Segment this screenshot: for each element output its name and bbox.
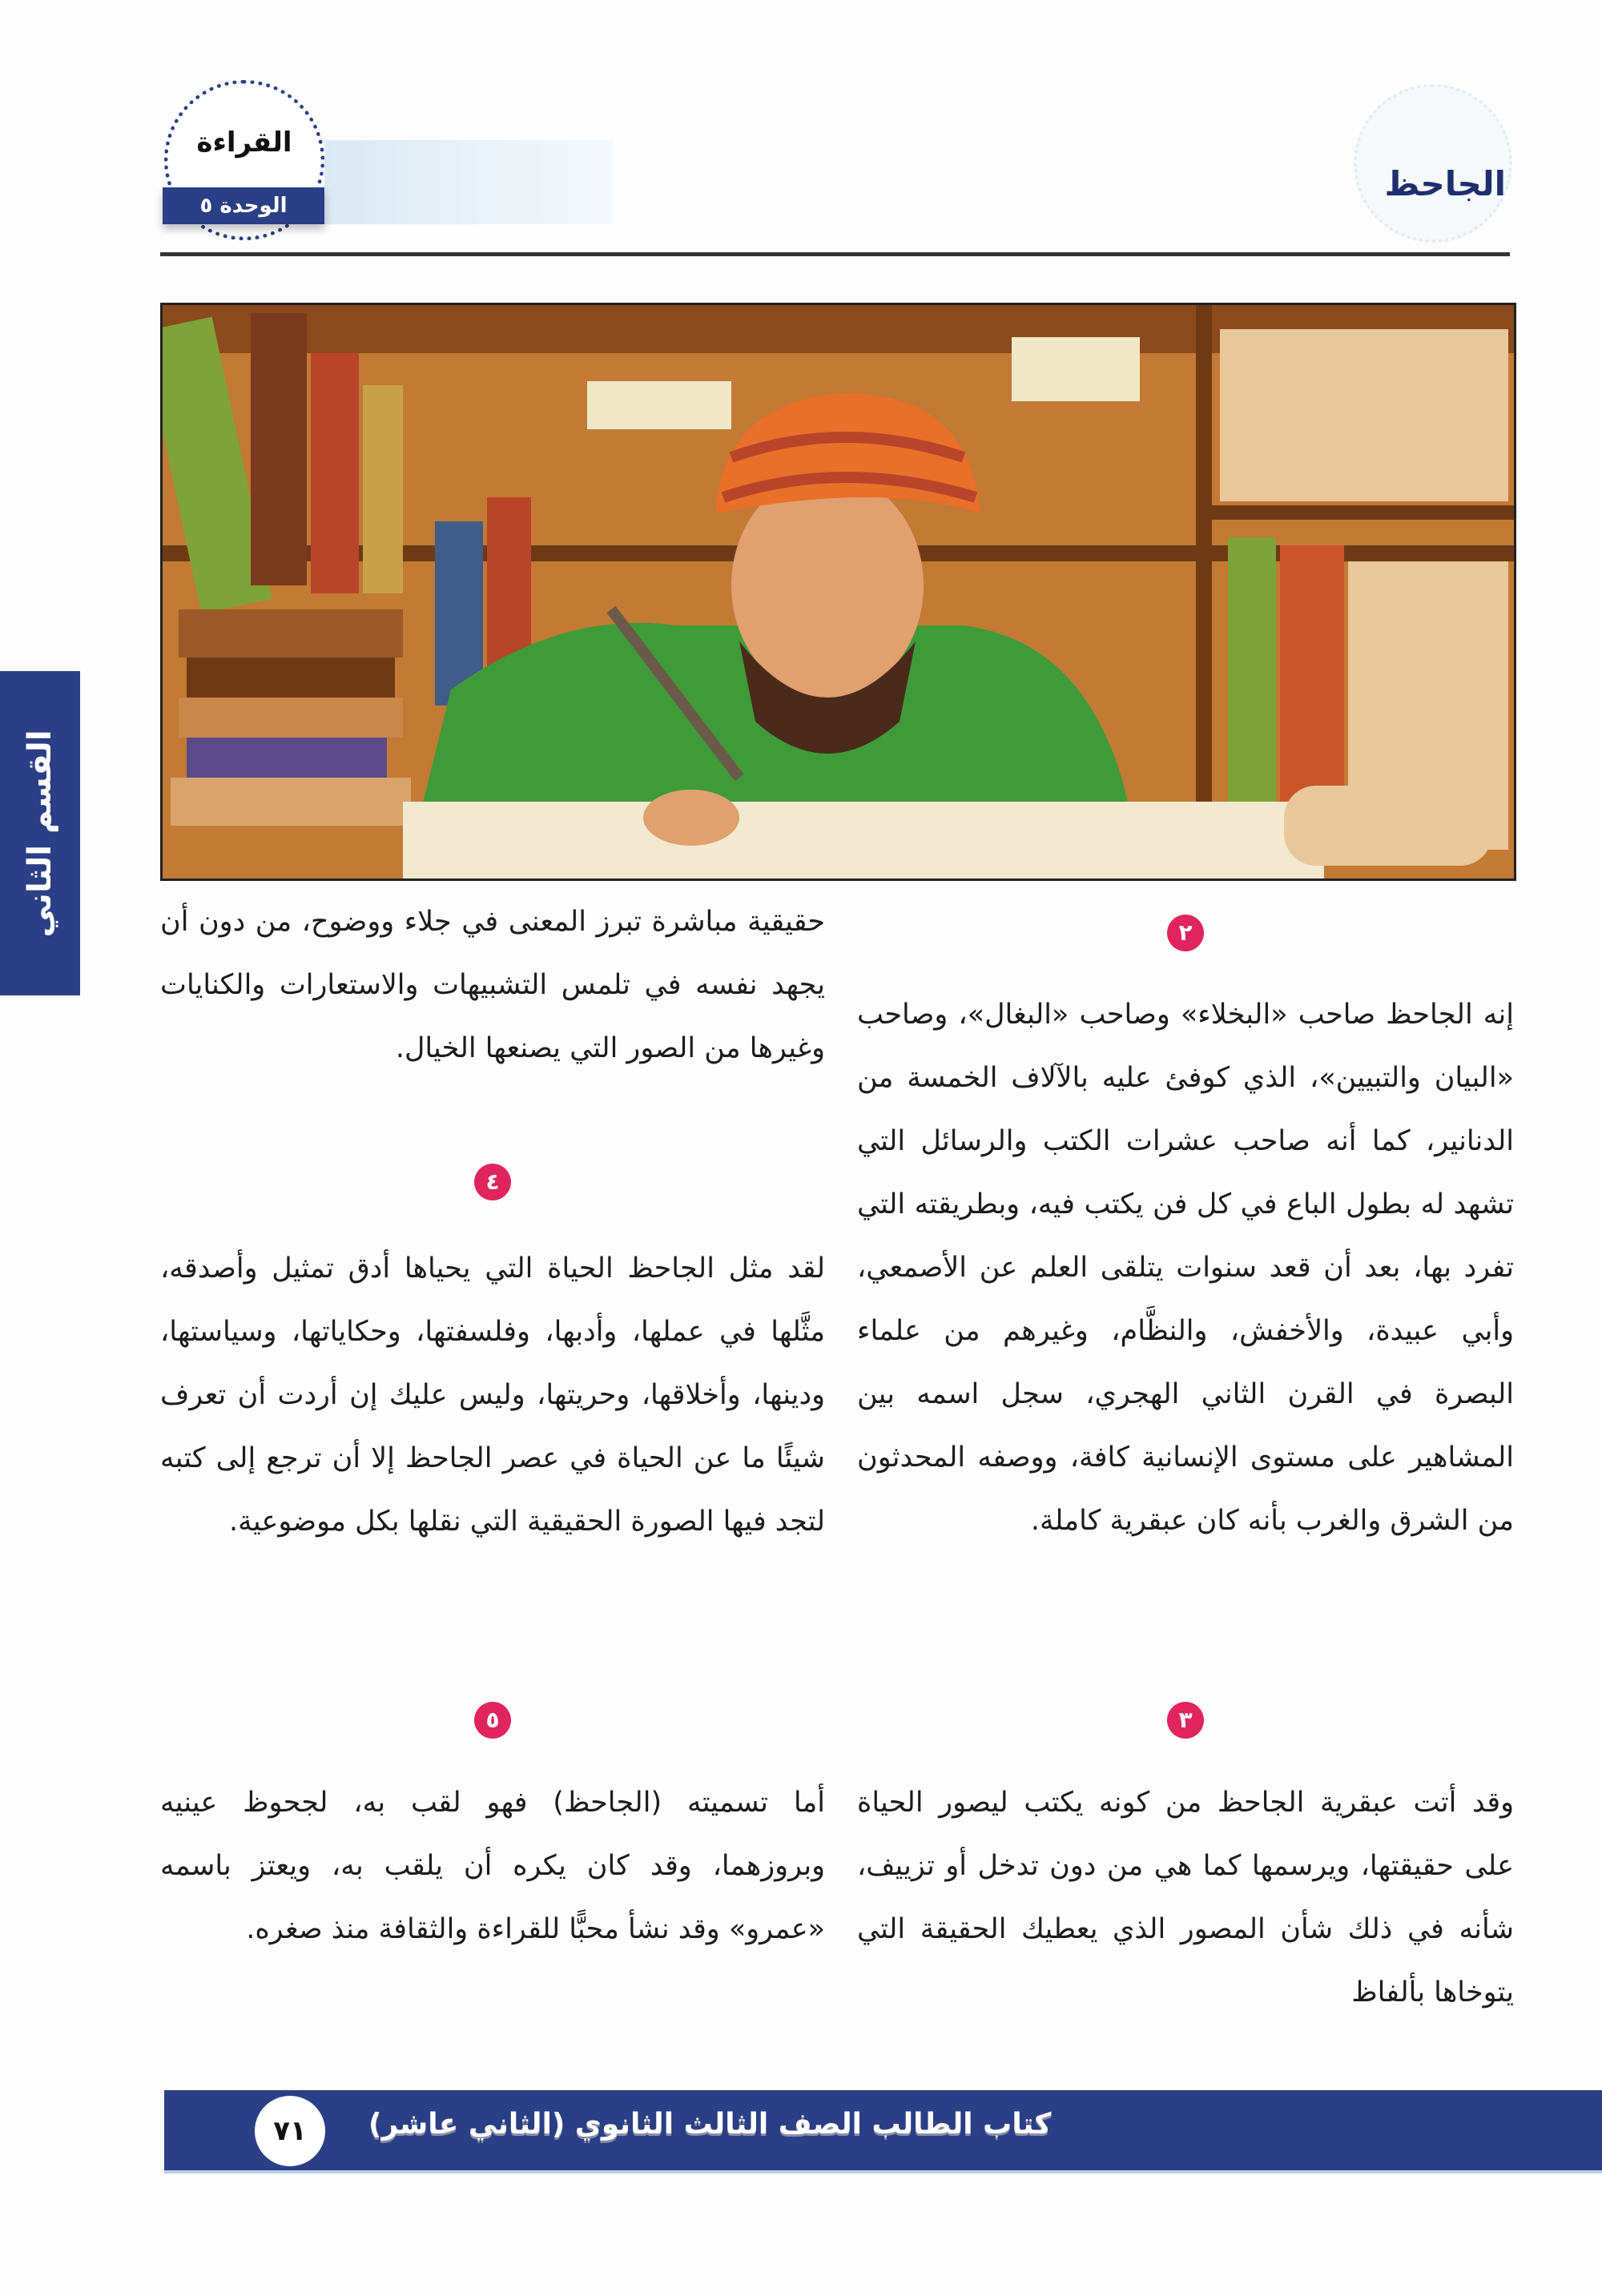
unit-label: الوحدة ٥	[163, 187, 324, 224]
left-column-text-middle	[160, 1237, 825, 1554]
page-number: ٧١	[255, 2096, 325, 2166]
header-divider	[160, 252, 1510, 256]
scholar-illustration	[163, 305, 1516, 881]
section-side-tab	[0, 671, 80, 995]
footer-book-title: كتاب الطالب الصف الثالث الثانوي (الثاني عاشر)	[368, 2108, 1052, 2141]
illustration-al-jahiz-writing	[160, 303, 1516, 881]
paragraph-number-2: ٢	[1167, 915, 1204, 951]
lesson-title: الجاحظ	[1384, 164, 1506, 203]
paragraph-number-5: ٥	[474, 1702, 511, 1739]
right-column-text	[857, 983, 1514, 1553]
paragraph-4: لقد مثل الجاحظ الحياة التي يحياها أدق تمثيل وأصدقه، مثَّلها في عملها، وأدبها، وفلسفتها، وحكاياتها، وسياستها، ودينها، وأخلاقها، وحريتها، وليس عليك إن أردت أن تعرف شيئًا ما عن الحياة في عصر الجاحظ إلا أن ترجع إلى كتبه لتجد فيها الصورة الحقيقية التي نقلها بكل موضوعية.	[160, 1253, 825, 1538]
header-decor-band	[324, 140, 613, 224]
right-column-text-lower	[857, 1771, 1514, 2025]
header-watermark	[1354, 84, 1512, 243]
left-column-text-lower	[160, 1771, 825, 1961]
side-tab-label: القسم الثاني	[22, 729, 58, 938]
paragraph-3: وقد أتت عبقرية الجاحظ من كونه يكتب ليصور الحياة على حقيقتها، ويرسمها كما هي من دون تدخل أو تزييف، شأنه في ذلك شأن المصور الذي يعطيك الحقيقة التي يتوخاها بألفاظ	[857, 1787, 1514, 2008]
paragraph-3-continued: حقيقية مباشرة تبرز المعنى في جلاء ووضوح، من دون أن يجهد نفسه في تلمس التشبيهات والاستعارات والكنايات وغيرها من الصور التي يصنعها الخيال.	[160, 906, 825, 1064]
paragraph-2: إنه الجاحظ صاحب «البخلاء» وصاحب «البغال»، وصاحب «البيان والتبيين»، الذي كوفئ عليه بالآلاف الخمسة من الدنانير، كما أنه صاحب عشرات الكتب والرسائل التي تشهد له بطول الباع في كل فن يكتب فيه، وبطريقته التي تفرد بها، بعد أن قعد سنوات يتلقى العلم عن الأصمعي، وأبي عبيدة، والأخفش، والنظَّام، وغيرهم من علماء البصرة في القرن الثاني الهجري، سجل اسمه بين المشاهير على مستوى الإنسانية كافة، ووصفه المحدثون من الشرق والغرب بأنه كان عبقرية كاملة.	[857, 999, 1514, 1537]
left-column-text	[160, 891, 825, 1080]
section-badge-label: القراءة	[196, 127, 292, 159]
paragraph-number-3: ٣	[1167, 1702, 1204, 1739]
paragraph-5: أما تسميته (الجاحظ) فهو لقب به، لجحوظ عينيه وبروزهما، وقد كان يكره أن يلقب به، ويعتز باسمه «عمرو» وقد نشأ محبًّا للقراءة والثقافة منذ صغره.	[160, 1787, 825, 1945]
paragraph-number-4: ٤	[474, 1164, 511, 1200]
